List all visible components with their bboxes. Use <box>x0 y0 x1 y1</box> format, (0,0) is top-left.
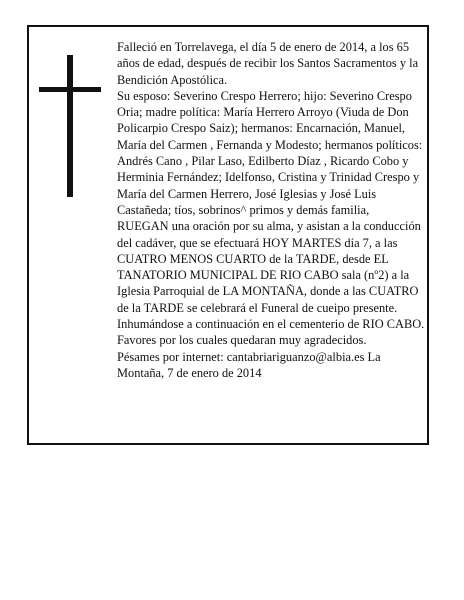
cross-vertical-bar <box>67 55 73 197</box>
obituary-text <box>117 39 425 381</box>
condolences-contact: Pésames por internet: cantabriariguanzo@albia.es La Montaña, 7 de enero de 2014 <box>117 349 381 380</box>
funeral-details: RUEGAN una oración por su alma, y asistan a la conducción del cadáver, que se efectuará HOY MARTES día 7, a las CUATRO MENOS CUARTO de la TARDE, desde EL TANATORIO MUNICIPAL DE RIO CABO sala (nº2) a la Iglesia Parroquial de LA MONTAÑA, donde a las CUATRO de la TARDE se celebrará el Funeral de cueipo presente. Inhumándose a continuación en el cementerio de RIO CABO. Favores por los cuales quedaran muy agradecidos. <box>117 219 425 348</box>
family-list: Su esposo: Severino Crespo Herrero; hijo: Severino Crespo Oria; madre política: María Herrero Arroyo (Viuda de Don Policarpio Crespo Saiz); hermanos: Encarnación, Manuel, María del Carmen , Fernanda y Modesto; hermanos políticos: Andrés Cano , Pilar Laso, Edilberto Díaz , Ricardo Cobo y Herminia Fernández; Idelfonso, Cristina y Trinidad Crespo y María del Carmen Herrero, José Iglesias y José Luis Castañeda; tíos, sobrinos^ primos y demás familia, <box>117 88 423 217</box>
obituary-notice <box>27 25 429 445</box>
death-announcement: Falleció en Torrelavega, el día 5 de enero de 2014, a los 65 años de edad, después de recibir los Santos Sacramentos y la Bendición Apostólica. <box>117 40 419 87</box>
cross-icon <box>39 55 101 197</box>
cross-horizontal-bar <box>39 87 101 92</box>
